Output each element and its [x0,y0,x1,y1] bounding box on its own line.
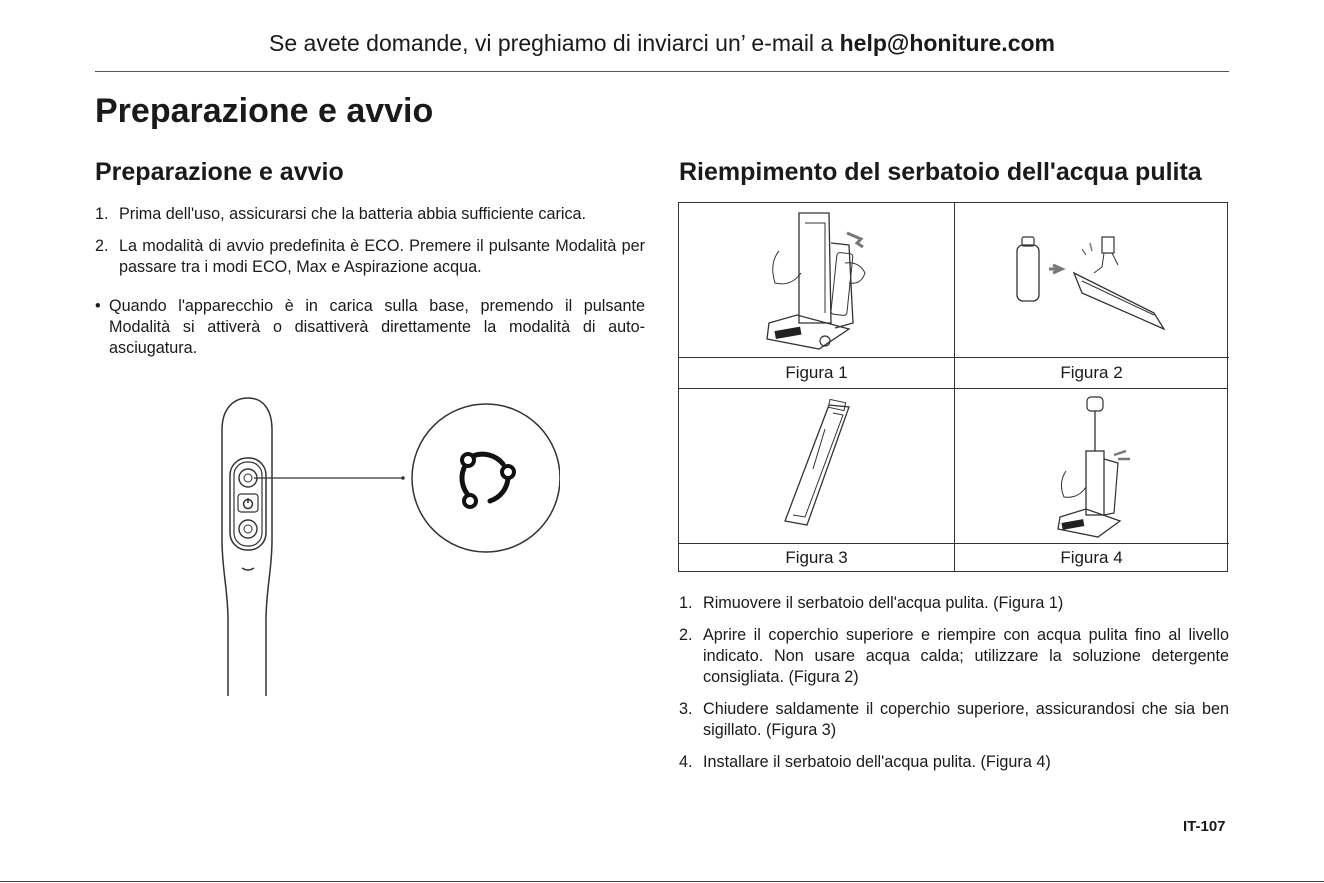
fill-tank-steps-list [679,593,1229,784]
figure-4-image [954,389,1229,543]
handle-with-buttons-icon [200,390,560,700]
closed-tank-icon [679,389,954,543]
bullet-symbol: • [95,297,101,315]
section-title-start: Preparazione e avvio [95,158,344,186]
list-item [679,593,1229,614]
page-number: IT-107 [1183,818,1226,835]
list-item [679,699,1229,741]
step-number: 1. [95,205,109,223]
figure-grid [678,202,1228,572]
charging-note [95,296,645,359]
figure-3-image [679,389,954,543]
start-steps-list [95,204,645,289]
list-item [95,204,645,225]
step-text: Aprire il coperchio superiore e riempire con acqua pulita fino al livello indicato. Non usare acqua calda; utilizzare la soluzione detergente consigliata. (Figura 2) [703,626,1229,686]
step-number: 2. [95,237,109,255]
figure-4-caption: Figura 4 [954,543,1229,571]
mode-cycle-icon [446,438,526,518]
page-title: Preparazione e avvio [95,92,434,130]
step-text: Installare il serbatoio dell'acqua pulita. (Figura 4) [703,753,1051,771]
list-item [95,236,645,278]
list-item [679,752,1229,773]
step-number: 2. [679,626,693,644]
handle-illustration [200,390,560,700]
install-tank-icon [954,389,1229,543]
step-number: 3. [679,700,693,718]
figure-3-caption: Figura 3 [679,543,954,571]
header-text: Se avete domande, vi preghiamo di inviarci un’ e-mail a [269,30,840,56]
figure-1-caption: Figura 1 [679,357,954,388]
figure-2-caption: Figura 2 [954,357,1229,388]
step-text: Prima dell'uso, assicurarsi che la batteria abbia sufficiente carica. [119,205,587,223]
step-number: 1. [679,594,693,612]
fill-tank-icon [954,203,1229,357]
step-text: Chiudere saldamente il coperchio superiore, assicurandosi che sia ben sigillato. (Figura 3) [703,700,1229,739]
section-title-fill-tank: Riempimento del serbatoio dell'acqua pulita [679,158,1202,186]
list-item [679,625,1229,688]
figure-1-image [679,203,954,357]
step-number: 4. [679,753,693,771]
header-divider [95,71,1229,72]
page-header [95,30,1229,57]
step-text: La modalità di avvio predefinita è ECO. Premere il pulsante Modalità per passare tra i modi ECO, Max e Aspirazione acqua. [119,237,645,276]
remove-tank-icon [679,203,954,357]
bottom-divider [0,881,1324,882]
step-text: Rimuovere il serbatoio dell'acqua pulita. (Figura 1) [703,594,1064,612]
figure-2-image [954,203,1229,357]
note-text: Quando l'apparecchio è in carica sulla base, premendo il pulsante Modalità si attiverà o disattiverà direttamente la modalità di auto-asciugatura. [109,297,645,357]
support-email[interactable]: help@honiture.com [839,30,1055,56]
